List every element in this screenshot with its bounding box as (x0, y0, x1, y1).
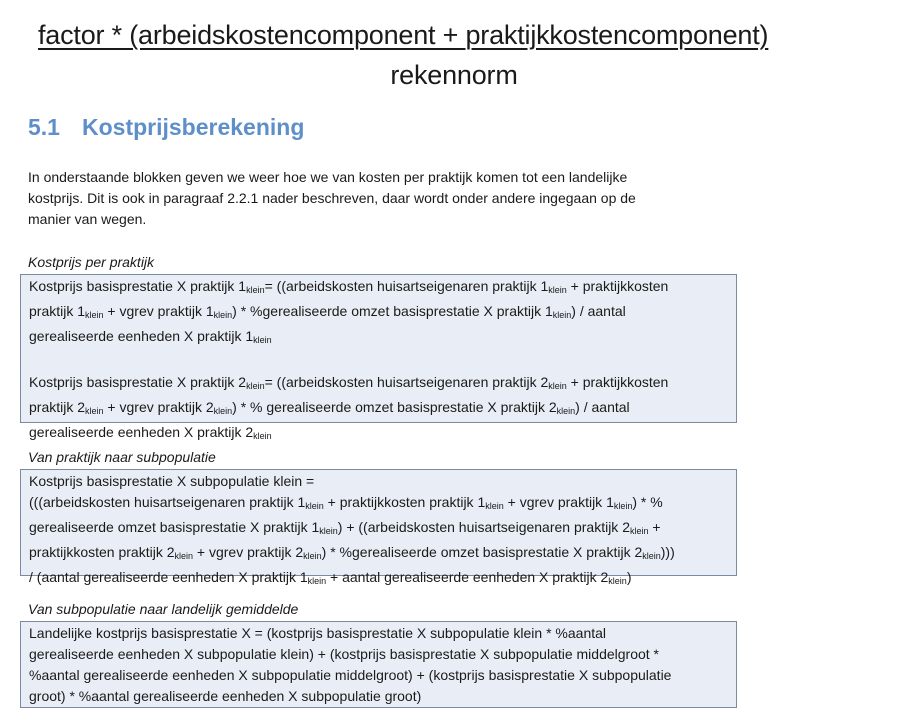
formula-line: praktijk $2_{klein}$ + vgrev praktijk $2_{klein}$) * % gerealiseerde omzet basisprestatie X praktijk $2_{klein}$) / aantal (29, 399, 630, 416)
block-label-subpopulatie: Van praktijk naar subpopulatie (28, 449, 216, 465)
formula-box-praktijk (20, 274, 737, 441)
formula-line: gerealiseerde eenheden X praktijk $2_{klein}$ (29, 424, 272, 441)
formula-denominator: rekennorm (390, 60, 518, 90)
block-label-landelijk: Van subpopulatie naar landelijk gemiddelde (28, 601, 299, 617)
formula-line: / (aantal gerealiseerde eenheden X praktijk $1_{klein}$ + aantal gerealiseerde eenheden X praktijk $2_{klein}$) (29, 569, 632, 586)
section-heading (28, 114, 304, 141)
intro-paragraph (28, 167, 728, 230)
formula-line: gerealiseerde eenheden X subpopulatie klein) + (kostprijs basisprestatie X subpopulatie middelgroot * (29, 646, 659, 662)
intro-line: kostprijs. Dit is ook in paragraaf 2.2.1 nader beschreven, daar wordt onder andere ingegaan op de (28, 190, 636, 206)
formula-line: (((arbeidskosten huisartseigenaren praktijk $1_{klein}$ + praktijkkosten praktijk $1_{klein}$ + vgrev praktijk $1_{klein}$) * % (29, 494, 663, 511)
section-number: 5.1 (28, 114, 60, 140)
intro-line: manier van wegen. (28, 211, 147, 227)
formula-line: %aantal gerealiseerde eenheden X subpopulatie middelgroot) + (kostprijs basisprestatie X subpopulatie (29, 667, 672, 683)
formula-line: Kostprijs basisprestatie X subpopulatie klein = (29, 473, 315, 489)
section-title: Kostprijsberekening (82, 114, 305, 140)
formula-line: Landelijke kostprijs basisprestatie X = (kostprijs basisprestatie X subpopulatie klein * %aantal (29, 625, 607, 641)
formula-box-landelijk (20, 621, 737, 708)
formula-line: Kostprijs basisprestatie X praktijk $2_{klein}=$ ((arbeidskosten huisartseigenaren praktijk $2_{klein}$ + praktijkkosten (29, 374, 669, 391)
formula-numerator: factor * (arbeidskostencomponent + praktijkkostencomponent) (38, 20, 769, 50)
formula-line: praktijkkosten praktijk $2_{klein}$ + vgrev praktijk $2_{klein}$) * %gerealiseerde omzet basisprestatie X praktijk $2_{klein}$))) (29, 544, 675, 561)
formula-line: Kostprijs basisprestatie X praktijk $1_{klein}=$ ((arbeidskosten huisartseigenaren praktijk $1_{klein}$ + praktijkkosten (29, 278, 669, 295)
intro-line: In onderstaande blokken geven we weer hoe we van kosten per praktijk komen tot een landelijke (28, 169, 628, 185)
formula-box-subpopulatie (20, 469, 737, 586)
formula-line: groot) * %aantal gerealiseerde eenheden X subpopulatie groot) (29, 688, 422, 704)
formula-line: gerealiseerde omzet basisprestatie X praktijk $1_{klein}$) + ((arbeidskosten huisartseigenaren praktijk $2_{klein}$ + (29, 519, 661, 536)
formula-line: gerealiseerde eenheden X praktijk $1_{klein}$ (29, 328, 272, 345)
block-label-praktijk: Kostprijs per praktijk (28, 254, 155, 270)
formula-line: praktijk $1_{klein}$ + vgrev praktijk $1_{klein}$) * %gerealiseerde omzet basisprestatie X praktijk $1_{klein}$) / aantal (29, 303, 626, 320)
